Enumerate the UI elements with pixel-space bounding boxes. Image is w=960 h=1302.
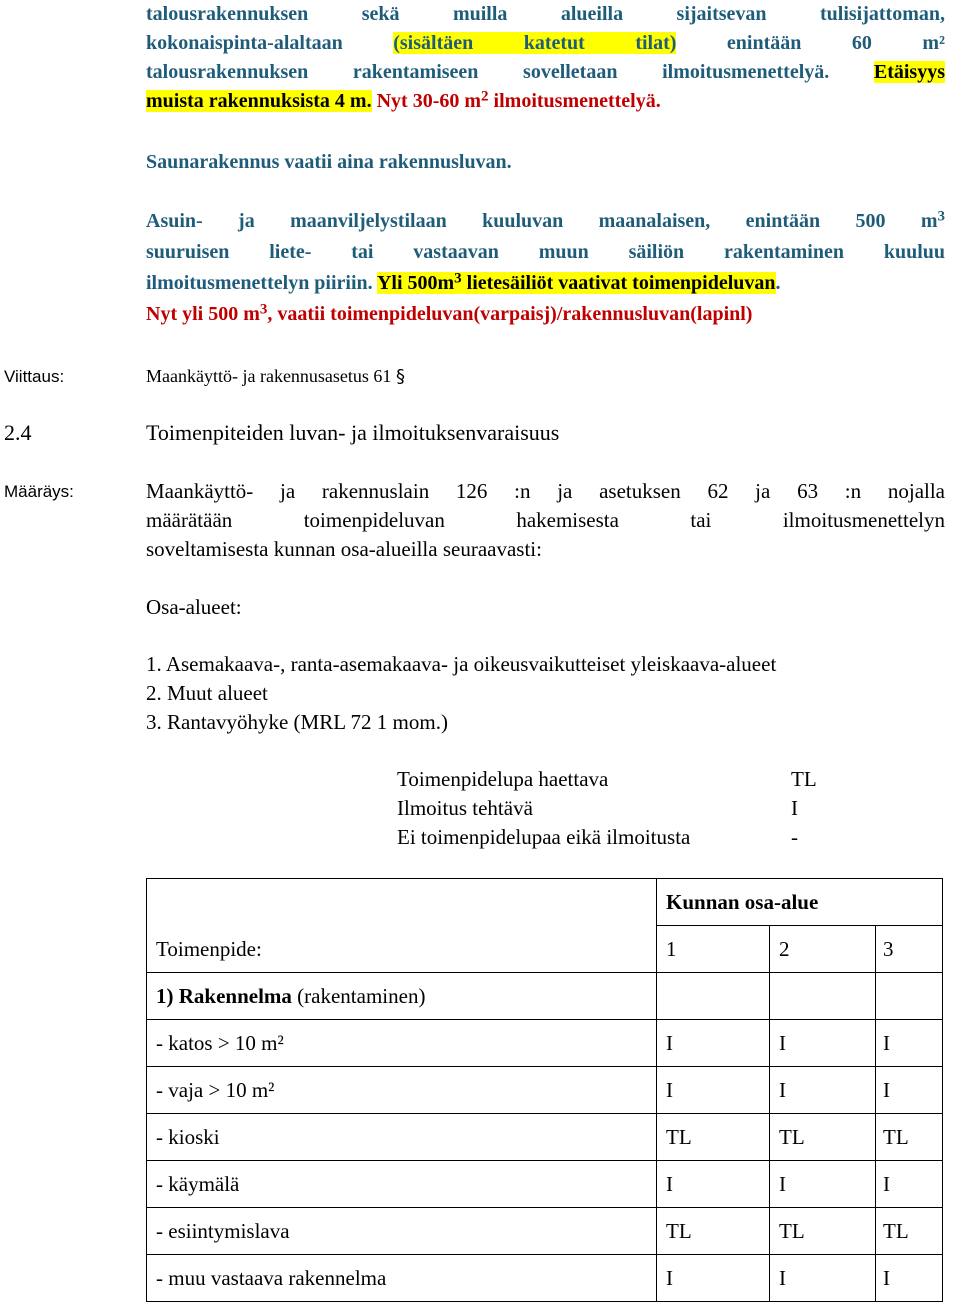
kunnan-osa-alue-header: Kunnan osa-alue [657,879,943,926]
osa-alueet-list [146,650,776,737]
list-item: 2. Muut alueet [146,681,268,705]
table-row: - katos > 10 m² I I I [147,1020,943,1067]
para1-line4 [146,87,945,116]
sauna-note: Saunarakennus vaatii aina rakennusluvan. [146,151,512,173]
maarays-line2: määrätään toimenpideluvan hakemisesta tai ilmoitusmenettelyn [146,508,945,532]
para2-line4: Nyt yli 500 $m^3$, vaatii toimenpideluvan(varpaisj)/rakennusluvan(lapinl) [146,301,753,325]
viittaus-text: Maankäyttö- ja rakennusasetus 61 § [146,366,405,387]
para1-line1: talousrakennuksen sekä muilla alueilla sijaitsevan tulisijattoman, [146,3,945,25]
legend-row: Ei toimenpidelupaa eikä ilmoitusta - [397,825,798,849]
toimenpide-table [146,878,943,1302]
para2-line2: suuruisen liete- tai vastaavan muun säiliön rakentaminen kuuluu [146,241,945,263]
col-header-3: 3 [876,926,943,973]
highlight-yli-500: Yli $500m^3$ lietesäiliöt vaativat toimenpideluvan [376,270,776,294]
list-item: 1. Asemakaava-, ranta-asemakaava- ja oikeusvaikutteiset yleiskaava-alueet [146,652,777,676]
table-row: - käymälä I I I [147,1161,943,1208]
highlight-etaisyys: Etäisyys [873,61,945,83]
para1-line2: kokonaispinta-alaltaan (sisältäen katetut tilat) enintään 60 m² [146,32,946,54]
list-item: 3. Rantavyöhyke (MRL 72 1 mom.) [146,710,448,734]
highlight-sisaltaen: (sisältäen katetut tilat) [393,32,677,54]
para1-line3: talousrakennuksen rakentamiseen sovelletaan ilmoitusmenettelyä. Etäisyys [146,61,945,83]
col-header-2: 2 [770,926,876,973]
legend-row: Ilmoitus tehtävä I [397,796,798,820]
section-rakennelma: 1) Rakennelma (rakentaminen) [147,973,657,1020]
maarays-label: Määräys: [4,482,74,501]
highlight-muista: muista rakennuksista 4 m. [146,90,372,112]
para2-line1: Asuin- ja maanviljelystilaan kuuluvan maanalaisen, enintään 500 $m^3$ [146,208,945,232]
table-row: - muu vastaava rakennelma I I I [147,1255,943,1302]
maarays-line1: Maankäyttö- ja rakennuslain 126 :n ja asetuksen 62 ja 63 :n nojalla [146,479,945,503]
maarays-text [146,477,945,564]
section-number: 2.4 [4,420,32,445]
table-header-row [147,879,943,926]
table-row: - kioski TL TL TL [147,1114,943,1161]
maarays-line3: soveltamisesta kunnan osa-alueilla seuraavasti: [146,537,542,561]
legend [397,765,817,852]
toimenpide-header: Toimenpide: [147,879,657,973]
table-row: - vaja > 10 m² I I I [147,1067,943,1114]
col-header-1: 1 [657,926,770,973]
legend-row: Toimenpidelupa haettava TL [397,767,817,791]
osa-alueet-heading: Osa-alueet: [146,595,242,619]
section-title: Toimenpiteiden luvan- ja ilmoituksenvaraisuus [146,420,560,445]
paragraph-lietesailio [146,206,945,330]
table-section-row [147,973,943,1020]
viittaus-label: Viittaus: [4,367,65,386]
table-row: - esiintymislava TL TL TL [147,1208,943,1255]
paragraph-talousrakennus [146,0,945,116]
para2-line3: ilmoitusmenettelyn piiriin. Yli $500m^3$ lietesäiliöt vaativat toimenpideluvan. [146,270,781,294]
red-nyt: Nyt 30-60 $m^2$ ilmoitusmenettelyä. [376,88,661,112]
